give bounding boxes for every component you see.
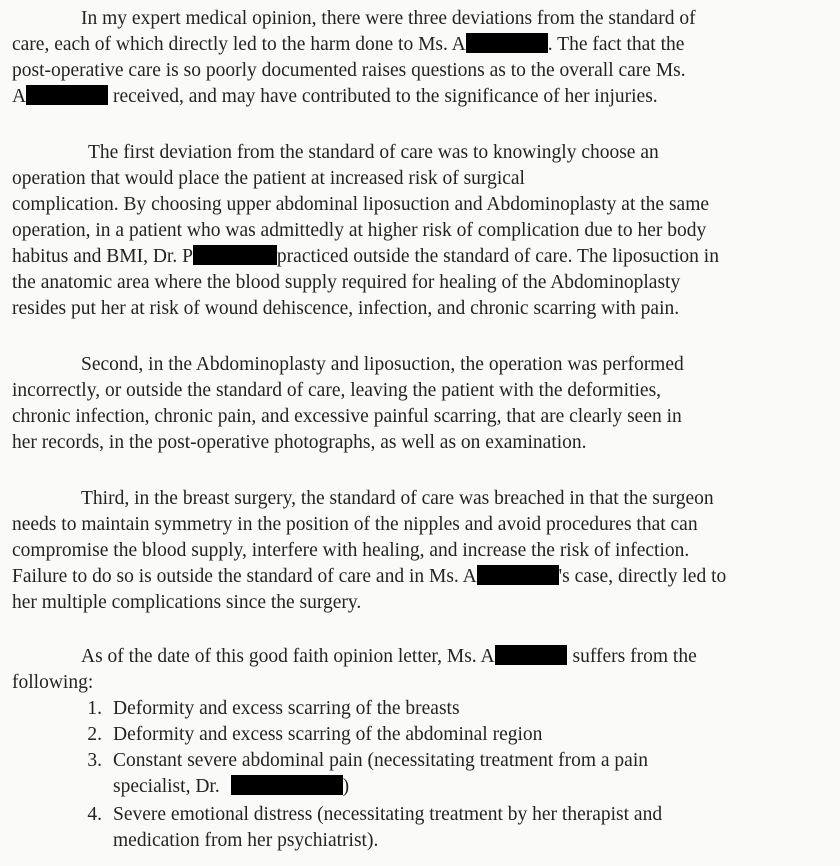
paragraph-1-line-1: In my expert medical opinion, there were three deviations from the standard of <box>81 8 696 29</box>
list-item-continuation: medication from her psychiatrist). <box>113 830 379 851</box>
paragraph-4-line-5: her multiple complications since the surgery. <box>12 592 362 613</box>
paragraph-1-line-2: care, each of which directly led to the harm done to Ms. A . The fact that the <box>12 34 685 55</box>
list-item: 4. Severe emotional distress (necessitating treatment by her therapist and <box>87 804 663 825</box>
paragraph-5-line-2: following: <box>12 672 94 693</box>
paragraph-2-line-7: resides put her at risk of wound dehiscence, infection, and chronic scarring with pain. <box>12 298 680 319</box>
paragraph-3-line-3: chronic infection, chronic pain, and excessive painful scarring, that are clearly seen in <box>12 406 682 427</box>
redaction-bar <box>495 645 567 665</box>
paragraph-1-line-4: A received, and may have contributed to the significance of her injuries. <box>12 86 658 107</box>
redaction-bar <box>231 775 343 795</box>
redaction-bar <box>477 565 559 585</box>
redaction-bar <box>26 85 108 105</box>
paragraph-4-line-3: compromise the blood supply, interfere with healing, and increase the risk of infection. <box>12 540 690 561</box>
paragraph-4-line-1: Third, in the breast surgery, the standard of care was breached in that the surgeon <box>81 488 714 509</box>
list-item-continuation: specialist, Dr. ) <box>113 776 350 797</box>
paragraph-2-line-5: habitus and BMI, Dr. P practiced outside the standard of care. The liposuction in <box>12 246 719 267</box>
paragraph-3-line-2: incorrectly, or outside the standard of care, leaving the patient with the deformities, <box>12 380 662 401</box>
paragraph-3-line-4: her records, in the post-operative photographs, as well as on examination. <box>12 432 587 453</box>
redaction-bar <box>193 245 277 265</box>
list-item: 2. Deformity and excess scarring of the abdominal region <box>87 724 543 745</box>
paragraph-3-line-1: Second, in the Abdominoplasty and liposuction, the operation was performed <box>81 354 684 375</box>
paragraph-2-line-6: the anatomic area where the blood supply required for healing of the Abdominoplasty <box>12 272 681 293</box>
paragraph-4-line-2: needs to maintain symmetry in the position of the nipples and avoid procedures that can <box>12 514 698 535</box>
redaction-bar <box>466 33 548 53</box>
paragraph-2-line-1: The first deviation from the standard of care was to knowingly choose an <box>88 142 659 163</box>
paragraph-2-line-4: operation, in a patient who was admittedly at higher risk of complication due to her body <box>12 220 707 241</box>
paragraph-5-line-1: As of the date of this good faith opinion letter, Ms. A suffers from the <box>81 646 697 667</box>
paragraph-1-line-3: post-operative care is so poorly documented raises questions as to the overall care Ms. <box>12 60 686 81</box>
paragraph-4-line-4: Failure to do so is outside the standard of care and in Ms. A 's case, directly led to <box>12 566 727 587</box>
list-item: 3. Constant severe abdominal pain (necessitating treatment from a pain <box>87 750 648 771</box>
list-item: 1. Deformity and excess scarring of the breasts <box>87 698 460 719</box>
paragraph-2-line-3: complication. By choosing upper abdominal liposuction and Abdominoplasty at the same <box>12 194 710 215</box>
paragraph-2-line-2: operation that would place the patient at increased risk of surgical <box>12 168 525 189</box>
